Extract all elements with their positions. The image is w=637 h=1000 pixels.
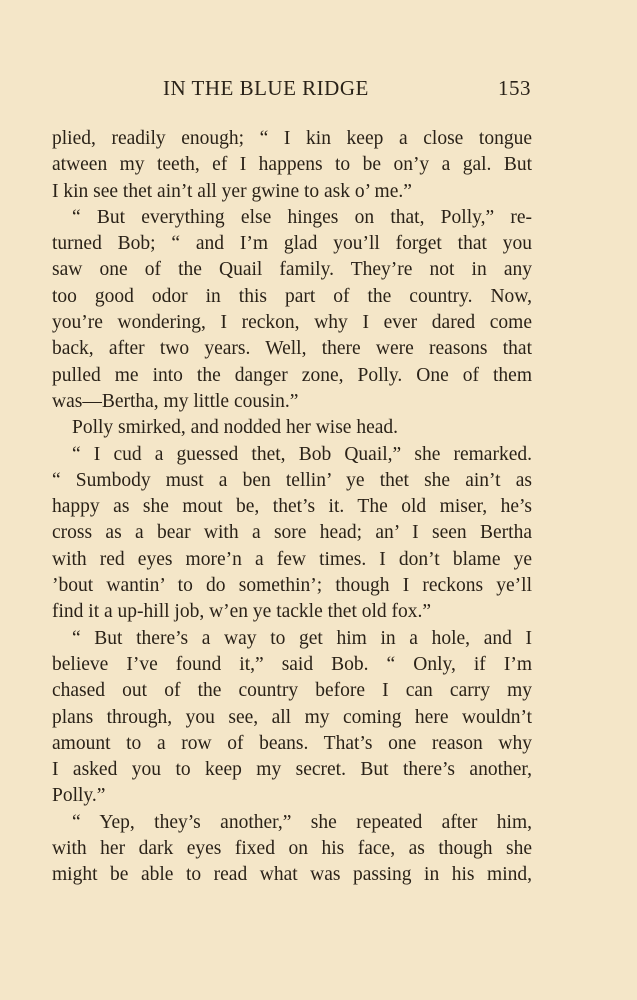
- text-line: chased out of the country before I can carry my: [52, 680, 532, 702]
- text-line: amount to a row of beans. That’s one reason why: [52, 732, 532, 754]
- text-line: was—Bertha, my little cousin.”: [52, 390, 299, 412]
- text-line: pulled me into the danger zone, Polly. One of them: [52, 364, 532, 386]
- text-line: “ Sumbody must a ben tellin’ ye thet she ain’t as: [52, 469, 532, 491]
- text-line: Polly smirked, and nodded her wise head.: [72, 417, 399, 439]
- page-number: 153: [498, 76, 531, 100]
- text-line: ’bout wantin’ to do somethin’; though I reckons ye’ll: [52, 575, 532, 597]
- body-text: [52, 126, 532, 889]
- text-line: atween my teeth, ef I happens to be on’y a gal. But: [52, 154, 532, 176]
- text-line: turned Bob; “ and I’m glad you’ll forget that you: [52, 233, 532, 255]
- text-line: “ Yep, they’s another,” she repeated after him,: [72, 811, 532, 833]
- text-line: plied, readily enough; “ I kin keep a close tongue: [52, 128, 532, 149]
- text-line: “ But there’s a way to get him in a hole, and I: [72, 627, 532, 649]
- text-line: find it a up-hill job, w’en ye tackle thet old fox.”: [52, 601, 432, 623]
- text-line: saw one of the Quail family. They’re not in any: [52, 259, 532, 281]
- text-line: “ I cud a guessed thet, Bob Quail,” she remarked.: [72, 443, 532, 465]
- text-line: too good odor in this part of the country. Now,: [52, 285, 532, 307]
- text-line: I kin see thet ain’t all yer gwine to ask o’ me.”: [52, 180, 412, 202]
- text-line: with red eyes more’n a few times. I don’t blame ye: [52, 548, 532, 570]
- text-line: Polly.”: [52, 785, 106, 807]
- text-line: believe I’ve found it,” said Bob. “ Only, if I’m: [52, 653, 532, 675]
- running-title: IN THE BLUE RIDGE: [163, 76, 369, 100]
- text-line: back, after two years. Well, there were reasons that: [52, 338, 532, 360]
- text-line: cross as a bear with a sore head; an’ I seen Bertha: [52, 522, 532, 544]
- text-line: with her dark eyes fixed on his face, as though she: [52, 838, 532, 860]
- text-line: I asked you to keep my secret. But there’s another,: [52, 759, 532, 781]
- text-line: plans through, you see, all my coming here wouldn’t: [52, 706, 532, 728]
- text-line: might be able to read what was passing in his mind,: [52, 864, 532, 886]
- text-line: you’re wondering, I reckon, why I ever dared come: [52, 312, 532, 334]
- text-line: “ But everything else hinges on that, Polly,” re-: [72, 206, 532, 228]
- text-line: happy as she mout be, thet’s it. The old miser, he’s: [52, 496, 532, 518]
